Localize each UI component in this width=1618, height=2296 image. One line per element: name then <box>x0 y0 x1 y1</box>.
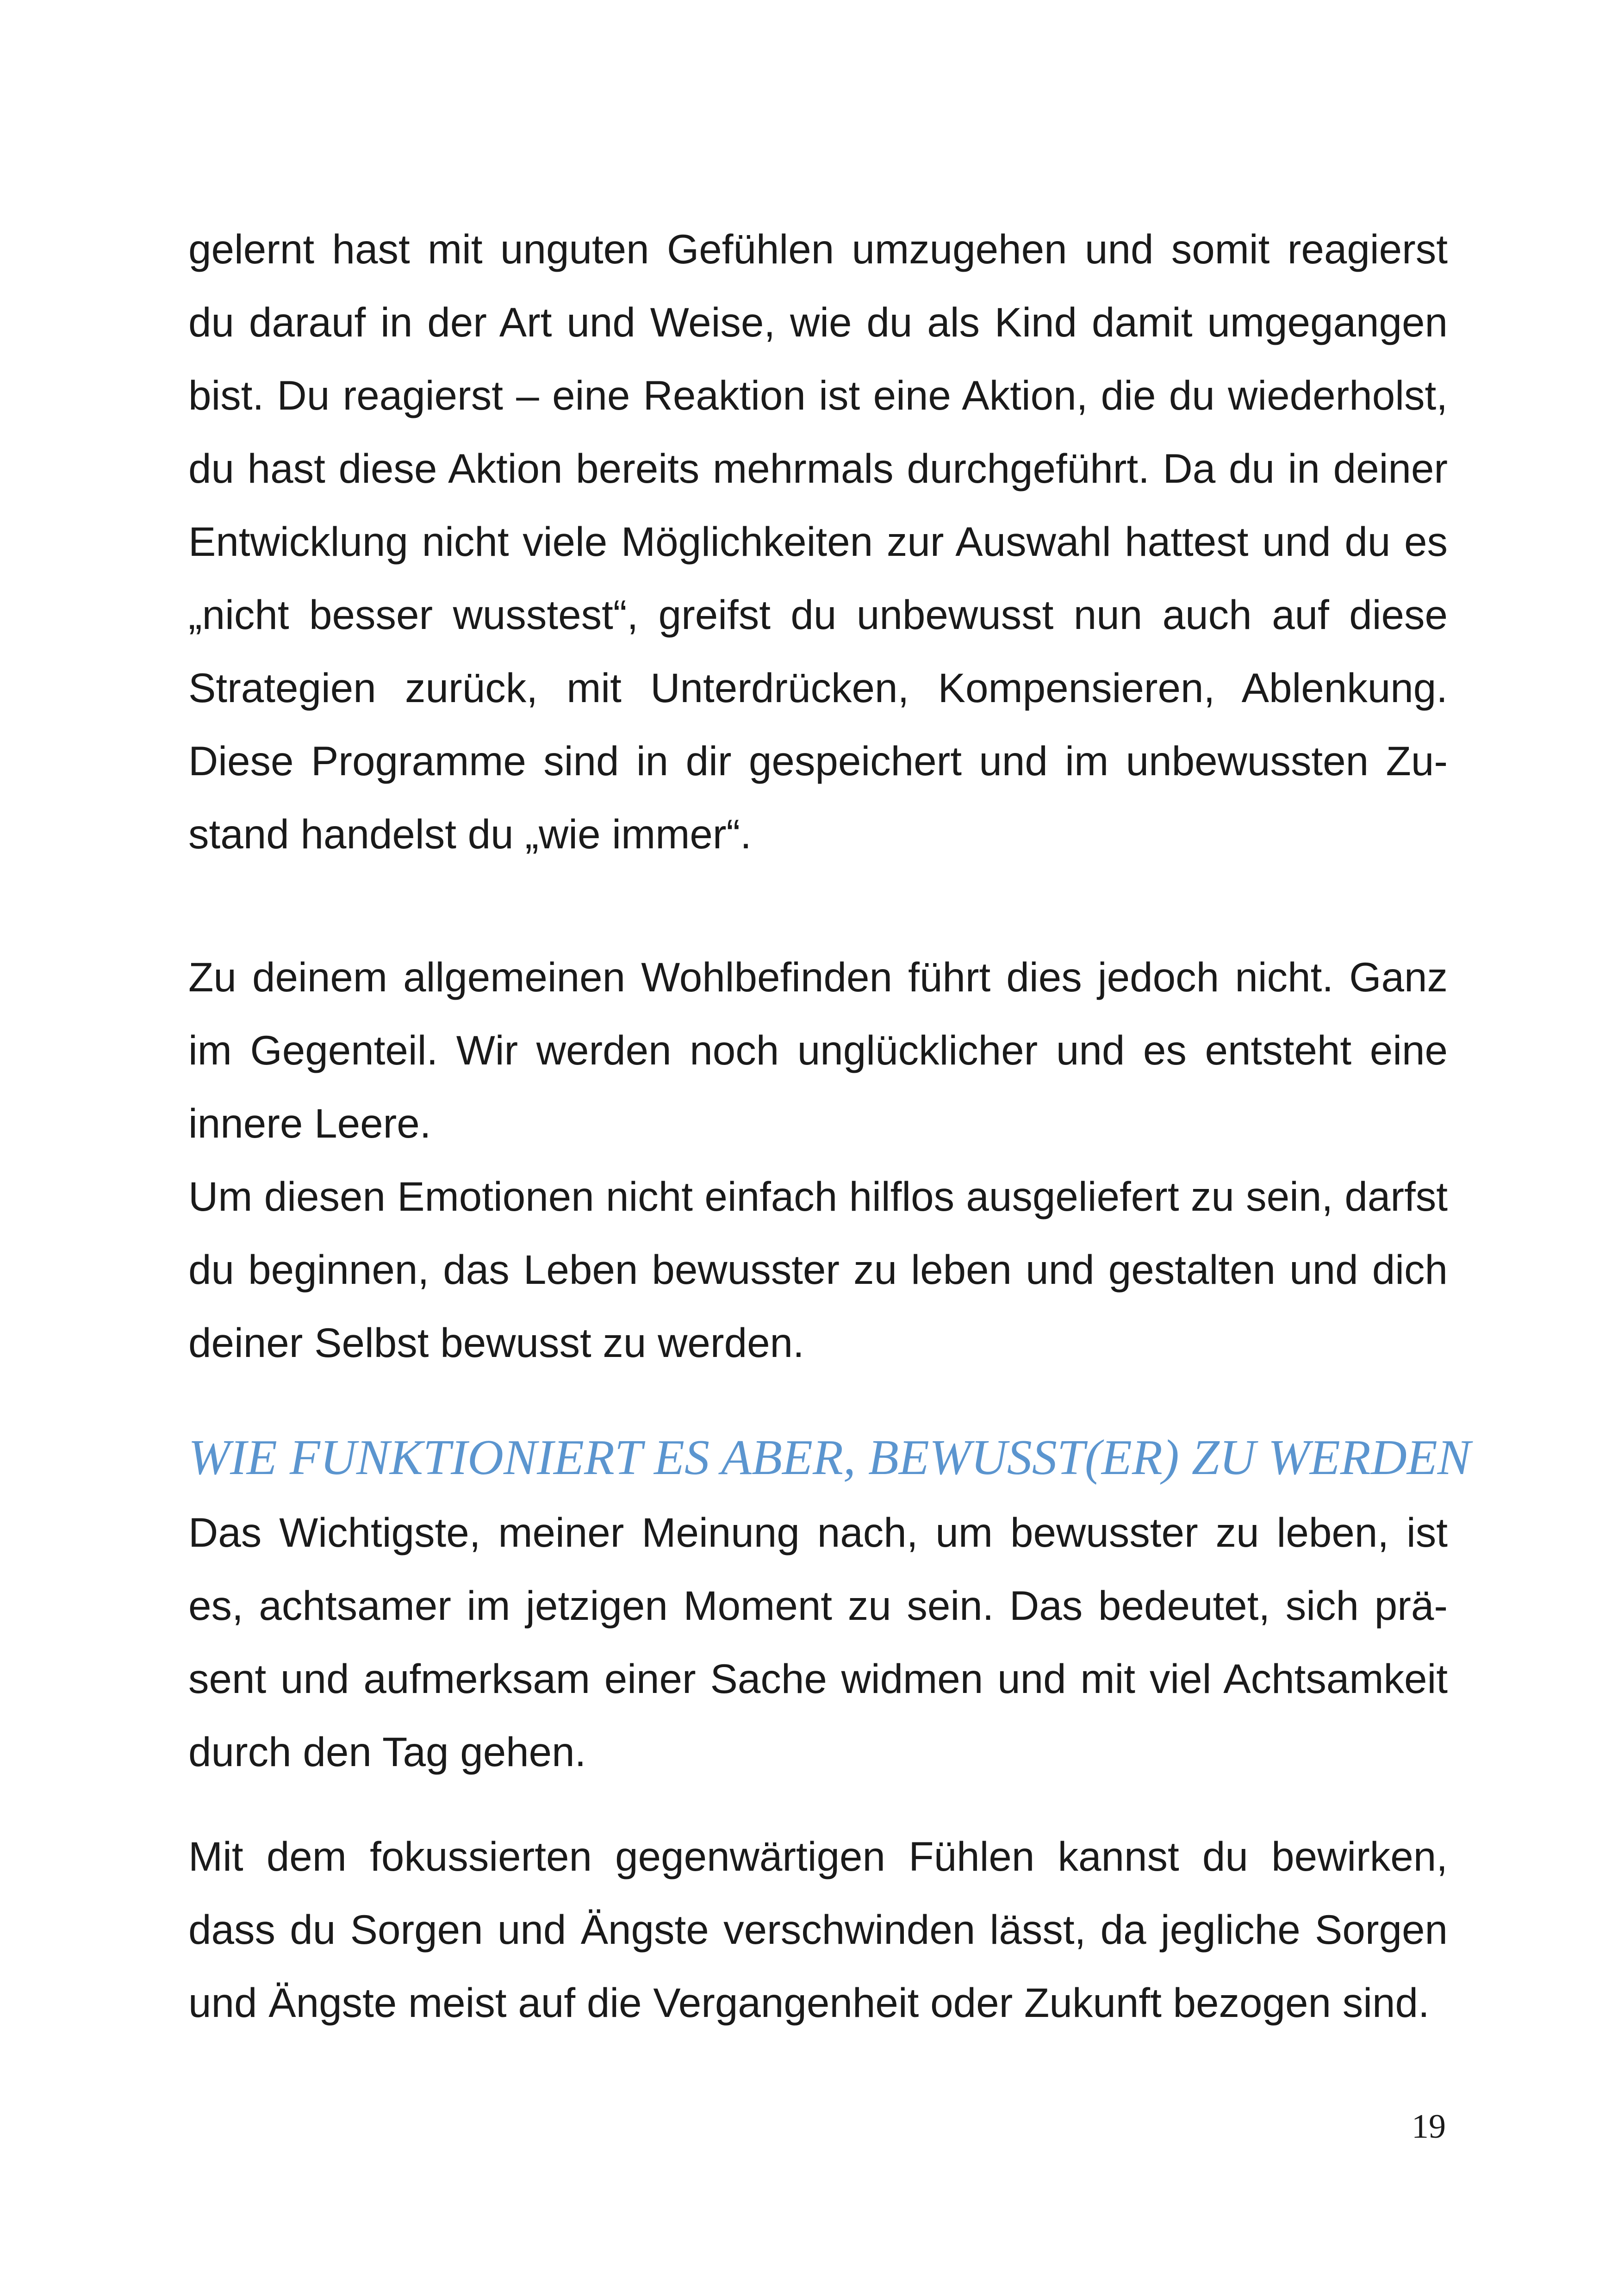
page-number: 19 <box>1412 2108 1446 2146</box>
body-paragraph: gelernt hast mit unguten Gefühlen umzugehen und somit reagierst du darauf in der Art und Weise, wie du als Kind damit umgegangen bist. Du reagierst – eine Reaktion ist eine Aktion, die du wiederholst, du hast diese Aktion bereits mehrmals durchgeführt. Da du in deiner Entwicklung nicht viele Möglichkeiten zur Auswahl hattest und du es „nicht besser wusstest“, greifst du unbewusst nun auch auf diese Strategien zurück, mit Unterdrücken, Kompensieren, Ablenkung. Diese Programme sind in dir gespeichert und im unbewussten Zustand handelst du „wie immer“. <box>188 226 1448 857</box>
paragraph-block <box>188 212 1448 871</box>
paragraph-block <box>188 940 1448 1379</box>
paragraph-block <box>188 1820 1448 2039</box>
body-paragraph: Zu deinem allgemeinen Wohlbefinden führt dies jedoch nicht. Ganz im Gegenteil. Wir werden noch unglücklicher und es entsteht eine innere Leere. <box>188 954 1448 1146</box>
body-paragraph: Um diesen Emotionen nicht einfach hilflos ausgeliefert zu sein, darfst du beginnen, das Leben bewusster zu leben und gestalten und dich deiner Selbst bewusst zu werden. <box>188 1173 1448 1366</box>
body-paragraph: Das Wichtigste, meiner Meinung nach, um bewusster zu leben, ist es, achtsamer im jetzigen Moment zu sein. Das bedeutet, sich präsent und aufmerksam einer Sache widmen und mit viel Achtsamkeit durch den Tag gehen. <box>188 1509 1448 1775</box>
paragraph-block <box>188 1496 1448 1788</box>
section-heading: WIE FUNKTIONIERT ES ABER, BEWUSST(ER) ZU WERDEN <box>188 1430 1471 1485</box>
body-paragraph: Mit dem fokussierten gegenwärtigen Fühlen kannst du bewirken, dass du Sorgen und Ängste verschwinden lässt, da jegliche Sorgen und Ängste meist auf die Vergangenheit oder Zukunft bezogen sind. <box>188 1833 1448 2026</box>
